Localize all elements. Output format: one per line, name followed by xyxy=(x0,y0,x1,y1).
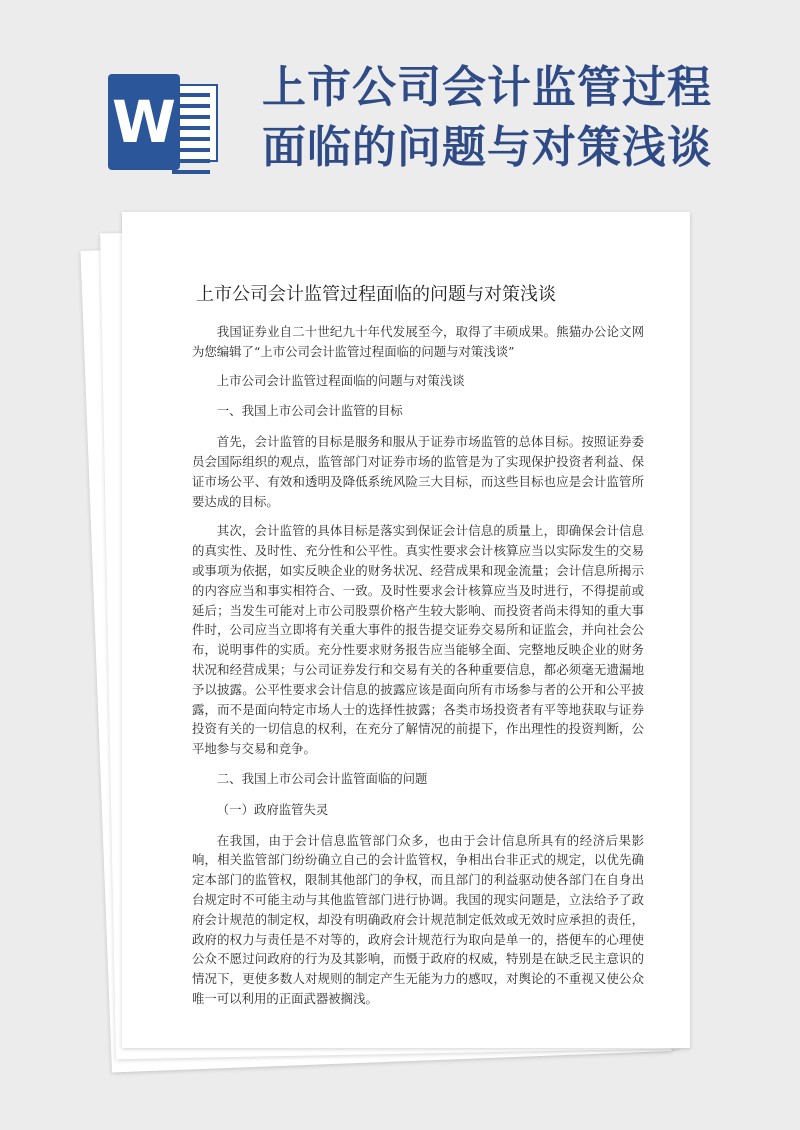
section-heading-2: 二、我国上市公司会计监管面临的问题 xyxy=(216,770,428,786)
paragraph-goal-1: 首先，会计监管的目标是服务和服从于证券市场监管的总体目标。按照证券委员会国际组织的观点，监管部门对证券市场的监管是为了实现保护投资者利益、保证市场公平、有效和透明及降低系统风险三大目标，而这些目标也应是会计监管所要达成的目标。 xyxy=(192,434,644,509)
headline-line-2: 面临的问题与对策浅谈 xyxy=(262,122,712,173)
word-logo-letter: W xyxy=(108,74,180,170)
headline-line-1: 上市公司会计监管过程 xyxy=(262,62,712,113)
intro-paragraph: 我国证券业自二十世纪九十年代发展至今，取得了丰硕成果。熊猫办公论文网为您编辑了“上市公司会计监管过程面临的问题与对策浅谈” xyxy=(192,324,644,359)
document-body xyxy=(192,322,644,1019)
paragraph-problem-1: 在我国，由于会计信息监管部门众多，也由于会计信息所具有的经济后果影响，相关监管部门纷纷确立自己的会计监管权，争相出台非正式的规定，以优先确定本部门的监管权，限制其他部门的争权，而且部门的利益驱动使各部门在自身出台规定时不可能主动与其他监管部门进行协调。我国的现实问题是，立法给予了政府会计规范的制定权，却没有明确政府会计规范制定低效或无效时应承担的责任，政府的权力与责任是不对等的，政府会计规范行为取向是单一的，搭便车的心理使公众不愿过问政府的行为及其影响，而慑于政府的权威，特别是在缺乏民主意识的情况下，更使多数人对规则的制定产生无能为力的感叹，对舆论的不重视又使公众唯一可以利用的正面武器被搁浅。 xyxy=(192,832,644,1006)
word-document-icon xyxy=(108,74,220,170)
repeated-title-line: 上市公司会计监管过程面临的问题与对策浅谈 xyxy=(216,372,465,388)
subsection-heading-1: （一）政府监管失灵 xyxy=(216,801,329,817)
document-title: 上市公司会计监管过程面临的问题与对策浅谈 xyxy=(196,284,556,305)
page-headline xyxy=(262,58,782,178)
paragraph-goal-2: 其次，会计监管的具体目标是落实到保证会计信息的质量上，即确保会计信息的真实性、及时性、充分性和公平性。真实性要求会计核算应当以实际发生的交易或事项为依据，如实反映企业的财务状况、经营成果和现金流量；会计信息所揭示的内容应当和事实相符合、一致。及时性要求会计核算应当及时进行，不得提前或延后；当发生可能对上市公司股票价格产生较大影响、而投资者尚未得知的重大事件时，公司应当立即将有关重大事件的报告提交证券交易所和证监会，并向社会公布，说明事件的实质。充分性要求财务报告应当能够全面、完整地反映企业的财务状况和经营成果；与公司证券发行和交易有关的各种重要信息，都必须毫无遗漏地予以披露。公平性要求会计信息的披露应该是面向所有市场参与者的公开和公平披露，而不是面向特定市场人士的选择性披露；各类市场投资者有平等地获取与证券投资有关的一切信息的权利，在充分了解情况的前提下，作出理性的投资判断，公平地参与交易和竞争。 xyxy=(192,523,644,757)
section-heading-1: 一、我国上市公司会计监管的目标 xyxy=(216,403,403,419)
